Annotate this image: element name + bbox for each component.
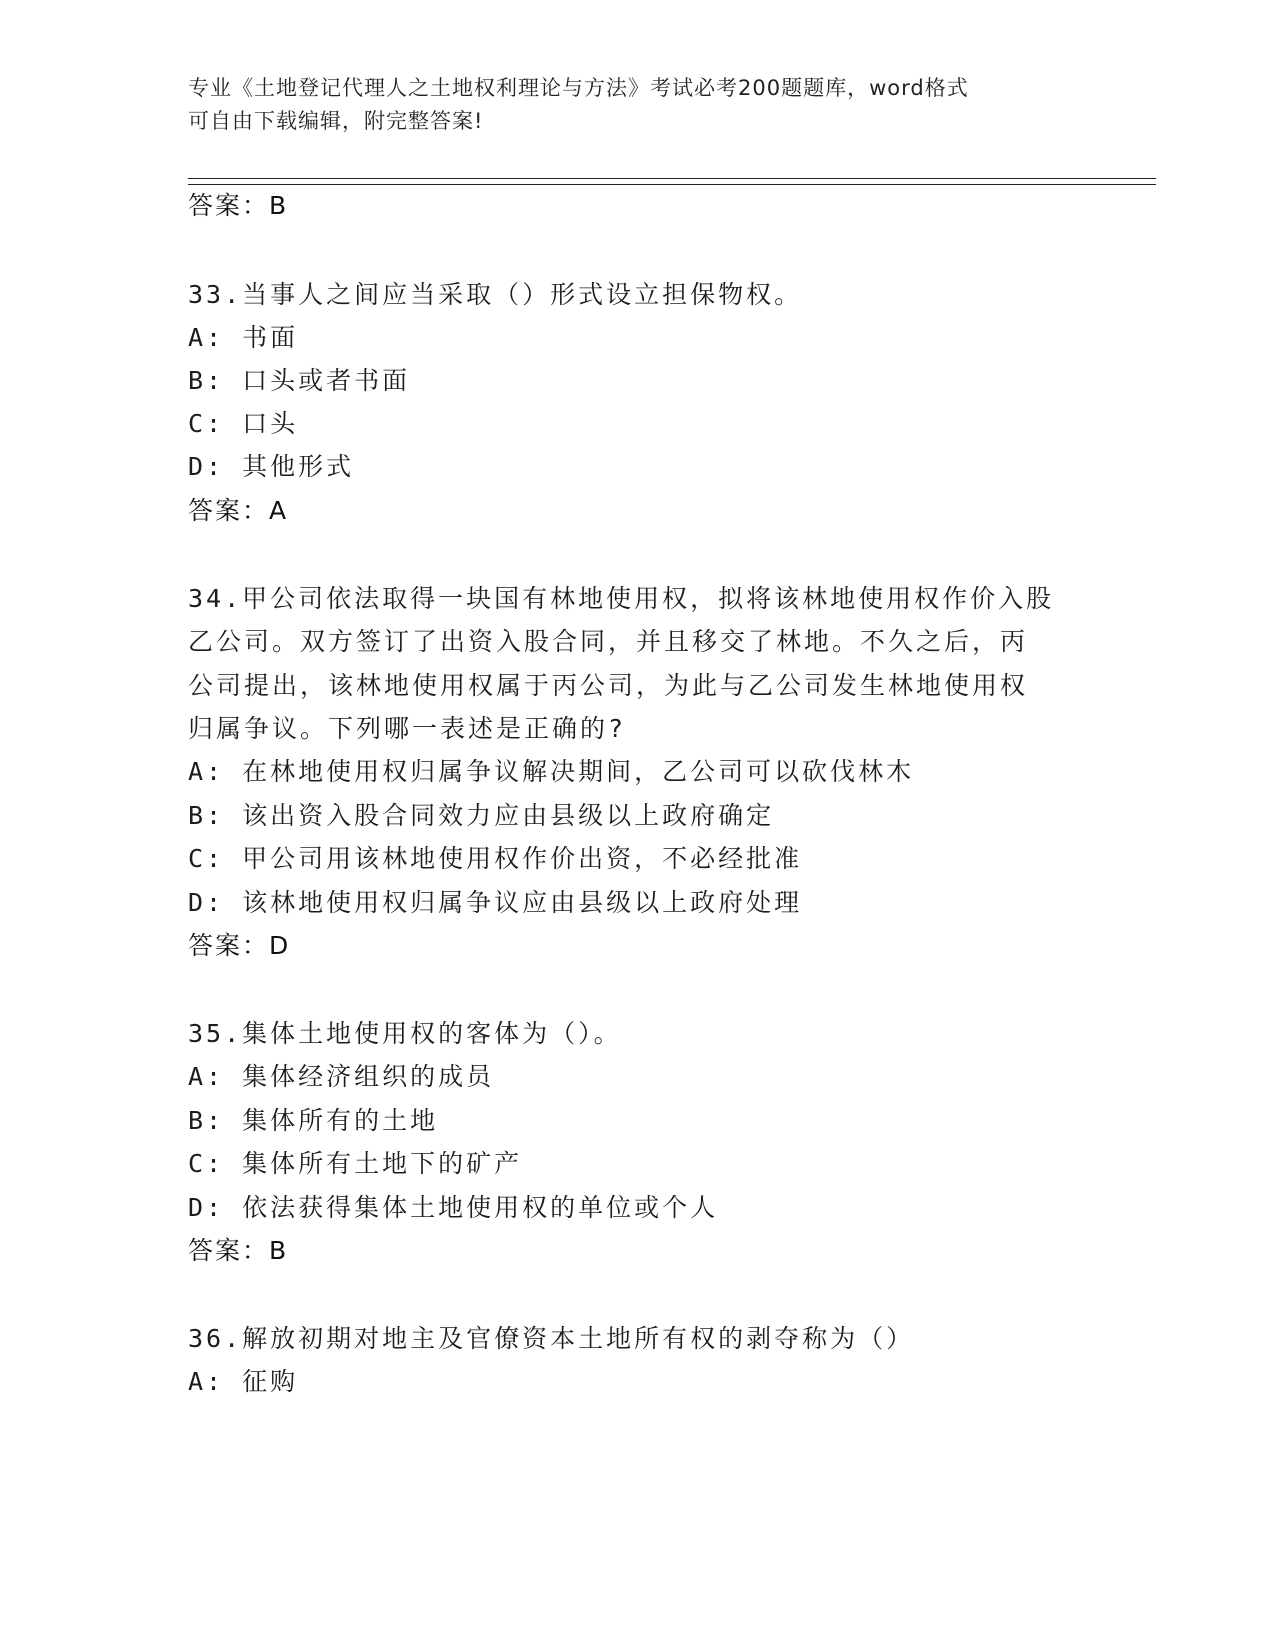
question-34-stem-line-2: 乙公司。双方签订了出资入股合同，并且移交了林地。不久之后，丙: [188, 627, 1029, 656]
question-34-stem-line-3: 公司提出，该林地使用权属于丙公司，为此与乙公司发生林地使用权: [188, 671, 1029, 700]
question-34-stem-line-1: 34.甲公司依法取得一块国有林地使用权，拟将该林地使用权作价入股: [188, 584, 1055, 613]
question-33-option-a: A: 书面: [188, 323, 299, 352]
question-36-stem: 36.解放初期对地主及官僚资本土地所有权的剥夺称为（）: [188, 1324, 915, 1353]
question-36-option-a: A: 征购: [188, 1367, 299, 1396]
header-line-1: 专业《土地登记代理人之土地权利理论与方法》考试必考200题题库，word格式: [188, 76, 969, 100]
question-34-option-a: A: 在林地使用权归属争议解决期间，乙公司可以砍伐林木: [188, 757, 915, 786]
question-33-option-c: C: 口头: [188, 409, 299, 438]
answer-33: 答案：A: [188, 496, 289, 525]
question-34-option-c: C: 甲公司用该林地使用权作价出资，不必经批准: [188, 844, 803, 873]
answer-35: 答案：B: [188, 1236, 289, 1265]
question-34-option-b: B: 该出资入股合同效力应由县级以上政府确定: [188, 801, 775, 830]
question-33-option-b: B: 口头或者书面: [188, 366, 411, 395]
question-34-option-d: D: 该林地使用权归属争议应由县级以上政府处理: [188, 888, 803, 917]
header-divider-bottom: [188, 184, 1156, 185]
answer-34: 答案：D: [188, 931, 291, 960]
question-35-option-d: D: 依法获得集体土地使用权的单位或个人: [188, 1193, 719, 1222]
question-35-option-b: B: 集体所有的土地: [188, 1106, 439, 1135]
question-33-option-d: D: 其他形式: [188, 452, 355, 481]
question-35-option-a: A: 集体经济组织的成员: [188, 1062, 495, 1091]
question-34-stem-line-4: 归属争议。下列哪一表述是正确的?: [188, 714, 627, 743]
answer-32: 答案：B: [188, 191, 289, 220]
header-line-2: 可自由下载编辑，附完整答案!: [188, 109, 484, 133]
header-divider-top: [188, 178, 1156, 179]
question-35-stem: 35.集体土地使用权的客体为（）。: [188, 1019, 622, 1048]
question-35-option-c: C: 集体所有土地下的矿产: [188, 1149, 523, 1178]
question-33-stem: 33.当事人之间应当采取（）形式设立担保物权。: [188, 280, 803, 309]
document-header: [188, 72, 1068, 138]
